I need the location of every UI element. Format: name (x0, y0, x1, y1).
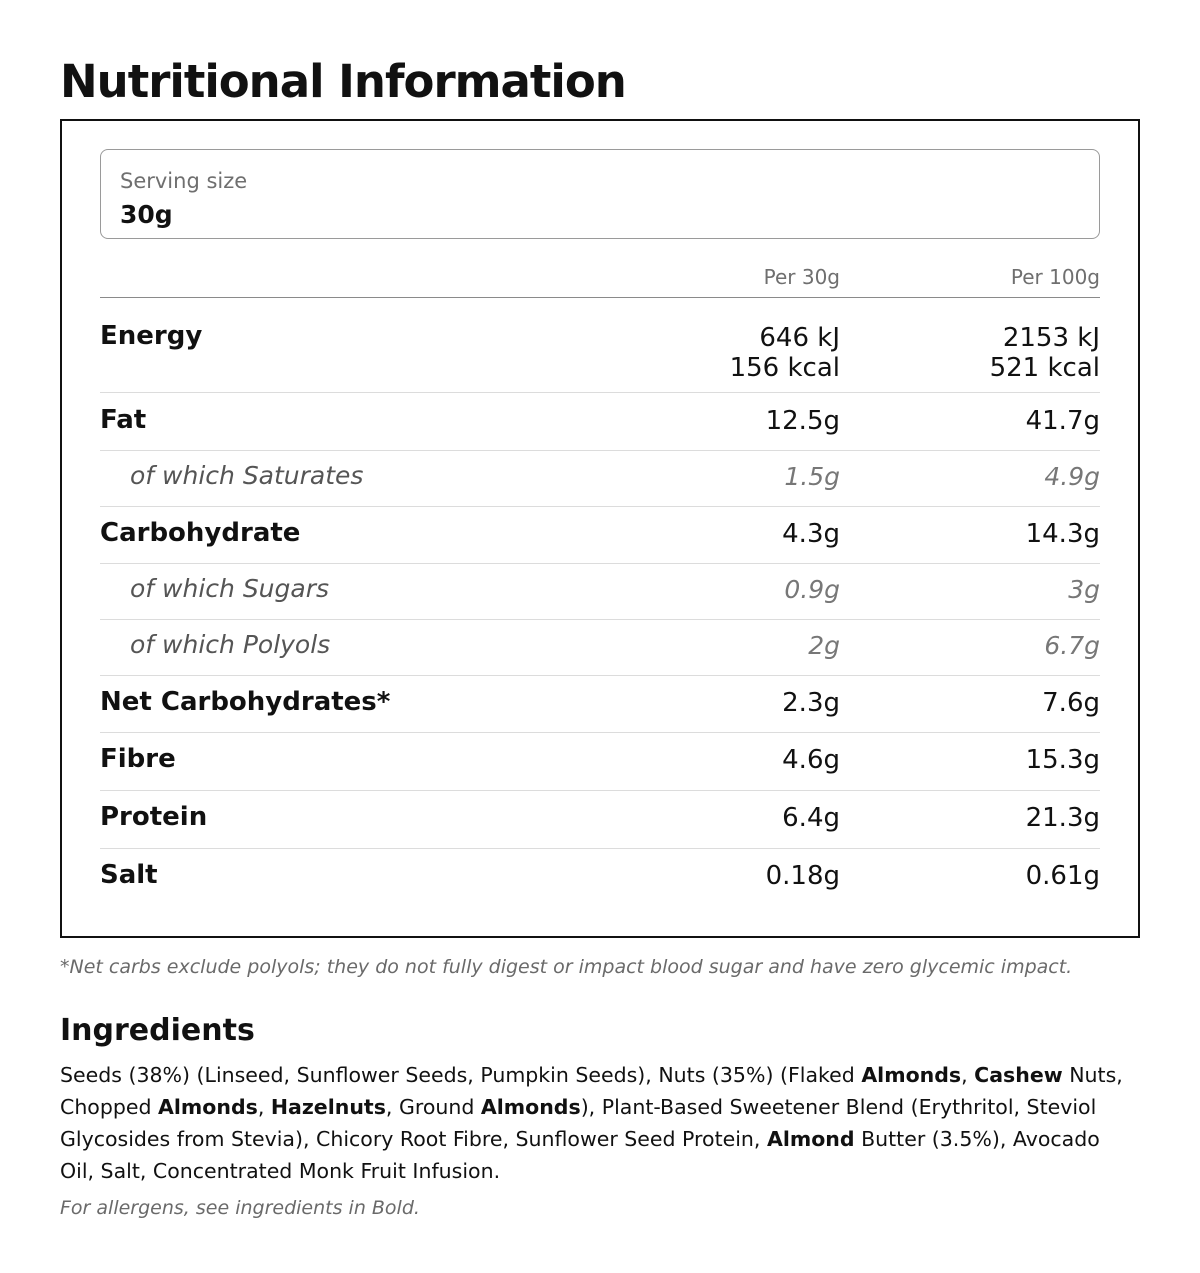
value-per-serving: 2g (808, 631, 840, 660)
ingredient-text: , (961, 1063, 975, 1087)
allergen-note: For allergens, see ingredients in Bold. (60, 1197, 420, 1219)
column-header-per-100g: Per 100g (1010, 265, 1100, 289)
energy-per-serving-kcal: 156 kcal (729, 353, 840, 383)
nutrient-name: of which Sugars (130, 574, 330, 603)
value-per-serving: 0.18g (765, 861, 840, 891)
table-row (100, 619, 1100, 676)
ingredients-text (60, 1059, 1140, 1187)
serving-size-label: Serving size (120, 169, 248, 193)
value-per-serving: 4.3g (782, 519, 840, 549)
ingredient-text: , (257, 1095, 271, 1119)
value-per-100g: 15.3g (1025, 745, 1100, 775)
value-per-100g: 4.9g (1044, 462, 1100, 491)
ingredient-text: Nuts, Chopped (60, 1063, 1123, 1119)
energy-per-100g-kcal: 521 kcal (989, 353, 1100, 383)
energy-per-100g (990, 323, 1100, 383)
nutrient-name: Salt (100, 860, 158, 890)
value-per-100g: 0.61g (1025, 861, 1100, 891)
value-per-serving: 6.4g (782, 803, 840, 833)
value-per-serving: 1.5g (784, 462, 840, 491)
table-row (100, 790, 1100, 849)
value-per-serving: 12.5g (765, 406, 840, 436)
page-title: Nutritional Information (60, 55, 626, 108)
table-row (100, 848, 1100, 906)
nutrient-name: Energy (100, 321, 203, 351)
nutrient-name: Protein (100, 802, 208, 832)
table-header (100, 261, 1100, 298)
nutrient-name: of which Polyols (130, 630, 331, 659)
allergen-ingredient: Almond (766, 1127, 855, 1151)
nutrient-name: Carbohydrate (100, 518, 301, 548)
energy-per-serving-kj: 646 kJ (759, 323, 840, 353)
value-per-serving: 4.6g (782, 745, 840, 775)
net-carbs-footnote: *Net carbs exclude polyols; they do not fully digest or impact blood sugar and have zero glycemic impact. (60, 956, 1073, 978)
table-row (100, 506, 1100, 564)
ingredients-heading: Ingredients (60, 1013, 255, 1048)
value-per-100g: 21.3g (1025, 803, 1100, 833)
table-row (100, 450, 1100, 507)
serving-size-value: 30g (120, 200, 173, 229)
energy-per-serving (730, 323, 840, 383)
ingredient-text: Seeds (38%) (Linseed, Sunflower Seeds, Pumpkin Seeds), Nuts (35%) (Flaked (60, 1063, 862, 1087)
table-row (100, 393, 1100, 451)
allergen-ingredient: Almonds (158, 1095, 258, 1119)
ingredient-text: , Ground (385, 1095, 481, 1119)
nutrition-table-panel (60, 119, 1140, 938)
value-per-100g: 14.3g (1025, 519, 1100, 549)
column-header-per-serving: Per 30g (763, 265, 840, 289)
allergen-ingredient: Almonds (861, 1063, 962, 1087)
value-per-serving: 0.9g (784, 575, 840, 604)
allergen-ingredient: Cashew (974, 1063, 1063, 1087)
value-per-100g: 6.7g (1044, 631, 1100, 660)
table-row-energy (100, 298, 1100, 393)
allergen-ingredient: Hazelnuts (270, 1095, 386, 1119)
nutrient-name: Net Carbohydrates* (100, 687, 391, 717)
ingredient-text: ), Plant-Based Sweetener Blend (Erythritol, Steviol Glycosides from Stevia), Chicory Root Fibre, Sunflower Seed Protein, (60, 1095, 1097, 1151)
energy-per-100g-kj: 2153 kJ (1002, 323, 1100, 353)
value-per-100g: 7.6g (1042, 688, 1100, 718)
nutrient-name: Fat (100, 405, 147, 435)
table-row (100, 732, 1100, 791)
table-row (100, 675, 1100, 733)
nutrient-name: of which Saturates (130, 461, 364, 490)
serving-size-box (100, 149, 1100, 239)
table-row (100, 563, 1100, 620)
ingredient-text: Butter (3.5%), Avocado Oil, Salt, Concentrated Monk Fruit Infusion. (60, 1127, 1100, 1183)
value-per-serving: 2.3g (782, 688, 840, 718)
nutrient-name: Fibre (100, 744, 176, 774)
value-per-100g: 3g (1068, 575, 1100, 604)
value-per-100g: 41.7g (1025, 406, 1100, 436)
allergen-ingredient: Almonds (480, 1095, 581, 1119)
